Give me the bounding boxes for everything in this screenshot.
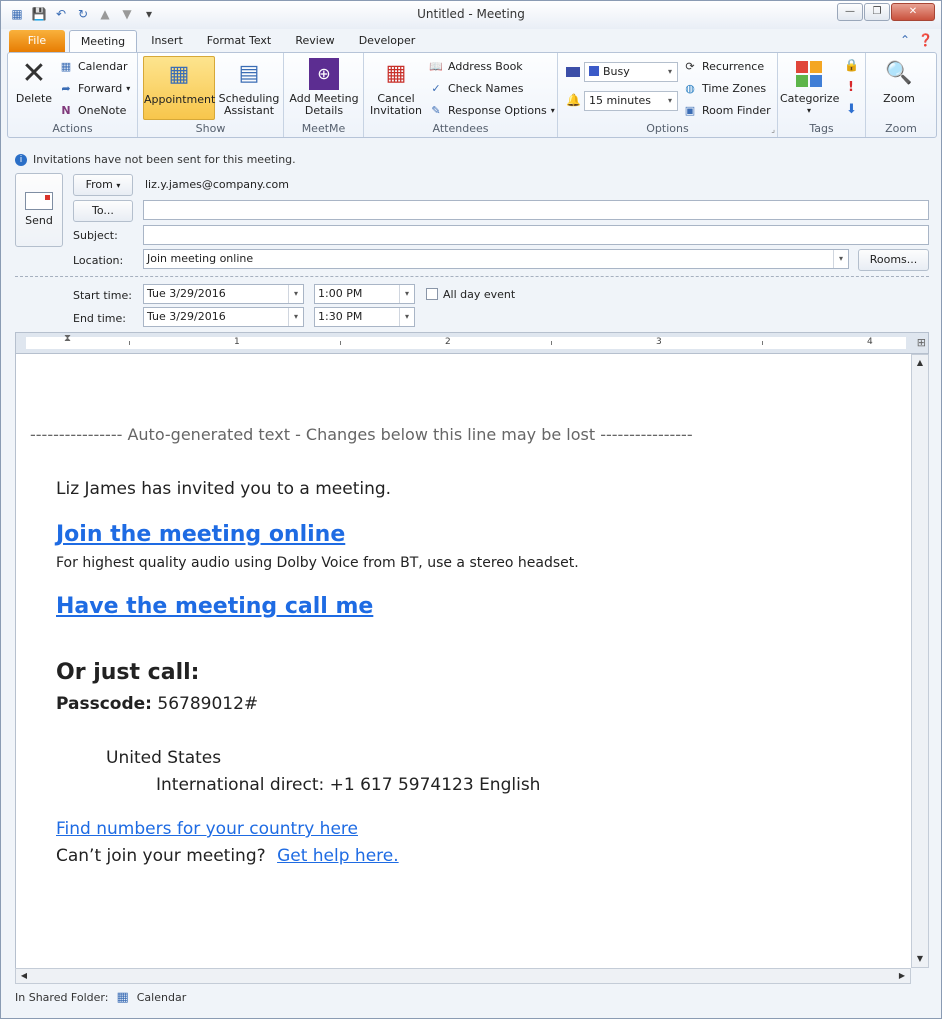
categorize-label: Categorize (780, 92, 840, 105)
add-details-label: Add Meeting Details (289, 92, 359, 117)
ruler-tick (340, 341, 341, 345)
room-finder-button[interactable] (682, 101, 771, 119)
window-title: Untitled - Meeting (417, 7, 525, 21)
private-lock-icon[interactable]: 🔒 (844, 58, 859, 72)
group-actions (8, 53, 138, 137)
country-name: United States (106, 748, 222, 768)
from-button-label: From (85, 178, 113, 191)
ruler-tick (551, 341, 552, 345)
scheduling-label: Scheduling Assistant (218, 92, 280, 117)
response-options-icon: ✎ (431, 103, 441, 117)
ribbon (7, 52, 937, 138)
zoom-button[interactable] (868, 56, 930, 120)
ruler-tick (762, 341, 763, 345)
check-names-label: Check Names (448, 81, 524, 95)
group-tags (778, 53, 866, 137)
forward-icon: ➦ (61, 81, 71, 95)
status-bar (15, 990, 186, 1005)
ruler-track (26, 337, 906, 349)
tab-developer[interactable]: Developer (358, 34, 416, 47)
group-label-show: Show (195, 122, 226, 135)
passcode-line (56, 694, 258, 714)
shared-folder-label: In Shared Folder: (15, 991, 109, 1004)
delete-button[interactable] (10, 56, 58, 120)
show-as-value: Busy (603, 65, 630, 78)
title-bar (1, 1, 941, 29)
next-item-icon[interactable]: ▼ (122, 7, 132, 21)
reminder-select[interactable] (584, 91, 678, 111)
ruler (15, 332, 929, 354)
group-label-actions: Actions (52, 122, 93, 135)
customize-qat-icon[interactable]: ▾ (145, 7, 153, 21)
cancel-invitation-button[interactable] (366, 56, 426, 120)
or-just-call-heading: Or just call: (56, 660, 200, 685)
start-time-picker[interactable] (314, 284, 415, 304)
low-importance-icon[interactable]: ⬇ (846, 102, 857, 117)
subject-label: Subject: (73, 229, 118, 242)
ruler-number: 4 (867, 337, 873, 347)
check-names-icon: ✓ (431, 81, 441, 95)
room-finder-icon: ▣ (684, 103, 696, 117)
busy-color-icon (589, 66, 599, 76)
onenote-button[interactable] (58, 101, 126, 119)
add-details-icon: ⊕ (309, 58, 339, 90)
scroll-right-icon[interactable]: ▶ (898, 971, 906, 980)
forward-button[interactable] (58, 79, 130, 97)
categorize-icon (793, 58, 825, 90)
response-options-button[interactable] (428, 101, 555, 119)
show-as-select[interactable] (584, 62, 678, 82)
minimize-button[interactable]: — (837, 3, 863, 21)
start-time-value: 1:00 PM (318, 287, 363, 300)
chevron-down-icon[interactable]: ▾ (399, 308, 414, 326)
chevron-down-icon: ▾ (667, 67, 672, 76)
onenote-label: OneNote (78, 103, 127, 117)
check-names-button[interactable] (428, 79, 524, 97)
info-bar-text: Invitations have not been sent for this meeting. (33, 153, 296, 166)
tab-file[interactable]: File (9, 30, 65, 53)
group-show (138, 53, 284, 137)
group-attendees (364, 53, 558, 137)
chevron-down-icon[interactable]: ▾ (833, 250, 848, 268)
chevron-down-icon[interactable]: ▾ (399, 285, 414, 303)
meeting-app-icon: ▦ (11, 7, 23, 21)
chevron-down-icon: ▾ (116, 181, 121, 190)
categorize-button[interactable] (780, 56, 838, 120)
ruler-toggle-icon[interactable]: ⊞ (916, 336, 926, 349)
ruler-number: 3 (656, 337, 662, 347)
shared-folder-name: Calendar (136, 991, 187, 1004)
scheduling-assistant-button[interactable] (216, 56, 282, 120)
save-icon[interactable]: 💾 (31, 7, 47, 21)
chevron-down-icon: ▾ (667, 96, 672, 105)
send-button[interactable] (15, 173, 63, 247)
location-value: Join meeting online (147, 252, 254, 265)
all-day-label: All day event (443, 288, 516, 301)
end-date-value: Tue 3/29/2016 (147, 310, 226, 323)
close-button[interactable]: ✕ (891, 3, 935, 21)
chevron-down-icon: ▾ (806, 106, 811, 115)
help-icon[interactable]: ❓ (918, 33, 933, 47)
show-as-icon (566, 67, 580, 77)
delete-x-icon: ✕ (21, 56, 47, 91)
group-label-zoom: Zoom (885, 122, 917, 135)
location-label: Location: (73, 254, 124, 267)
end-time-label: End time: (73, 312, 126, 325)
all-day-checkbox[interactable] (426, 288, 438, 300)
undo-icon[interactable]: ↶ (55, 7, 67, 21)
rooms-button[interactable]: Rooms... (858, 249, 929, 271)
recurrence-icon: ⟳ (685, 59, 695, 73)
restore-button[interactable]: ❐ (864, 3, 890, 21)
passcode-label: Passcode: (56, 694, 152, 714)
time-zones-label: Time Zones (702, 81, 767, 95)
chevron-down-icon[interactable]: ▾ (288, 308, 303, 326)
appointment-icon: ▦ (168, 62, 190, 87)
international-direct-number: International direct: +1 617 5974123 English (156, 775, 541, 795)
add-meeting-details-button[interactable] (288, 56, 360, 120)
invited-text: Liz James has invited you to a meeting. (56, 479, 392, 499)
group-label-tags: Tags (809, 122, 834, 135)
from-value: liz.y.james@company.com (145, 178, 289, 191)
info-bar (15, 153, 296, 166)
call-me-link[interactable]: Have the meeting call me (56, 594, 374, 619)
cant-join-line (56, 846, 399, 866)
magnifier-icon: 🔍 (885, 61, 913, 86)
group-label-options: Options (646, 122, 689, 135)
tab-review[interactable]: Review (295, 34, 335, 47)
start-date-value: Tue 3/29/2016 (147, 287, 226, 300)
recurrence-button[interactable] (682, 57, 764, 75)
tab-meeting[interactable]: Meeting (69, 30, 137, 53)
info-icon: i (15, 154, 27, 166)
chevron-down-icon[interactable]: ▾ (288, 285, 303, 303)
chevron-down-icon: ▾ (550, 105, 555, 115)
end-time-value: 1:30 PM (318, 310, 363, 323)
horizontal-scrollbar[interactable] (15, 968, 911, 984)
to-field[interactable] (143, 200, 929, 220)
ribbon-tabs (1, 29, 941, 53)
ribbon-right-controls (900, 33, 933, 47)
scheduling-icon: ▤ (238, 61, 260, 86)
to-button[interactable]: To... (73, 200, 133, 222)
reminder-value: 15 minutes (589, 94, 652, 107)
redo-icon[interactable]: ↻ (77, 7, 89, 21)
globe-icon: ◍ (685, 81, 695, 95)
start-date-picker[interactable] (143, 284, 304, 304)
envelope-icon (25, 192, 53, 210)
header-divider (15, 276, 929, 277)
group-options (558, 53, 778, 137)
join-meeting-link[interactable]: Join the meeting online (56, 522, 346, 547)
chevron-down-icon: ▾ (126, 83, 131, 93)
start-time-label: Start time: (73, 289, 132, 302)
window-controls (837, 3, 935, 21)
reminder-bell-icon: 🔔 (566, 93, 581, 107)
calendar-icon: ▦ (60, 59, 72, 73)
get-help-link[interactable]: Get help here. (277, 846, 399, 866)
ruler-number: 2 (445, 337, 451, 347)
calendar-button[interactable] (58, 57, 127, 75)
calendar-folder-icon: ▦ (116, 990, 129, 1005)
ruler-number: 1 (234, 337, 240, 347)
passcode-value: 56789012# (151, 694, 259, 714)
find-numbers-link[interactable]: Find numbers for your country here (56, 819, 358, 839)
room-finder-label: Room Finder (702, 103, 771, 117)
delete-label: Delete (15, 92, 53, 105)
separator-line: ---------------- Auto-generated text - Changes below this line may be lost ---------------- (30, 425, 693, 444)
vertical-scrollbar[interactable] (911, 354, 929, 968)
onenote-icon: N (61, 103, 71, 117)
location-field[interactable] (143, 249, 849, 269)
collapse-ribbon-icon[interactable]: ⌃ (899, 33, 911, 47)
tab-insert[interactable]: Insert (151, 34, 183, 47)
appointment-button[interactable] (143, 56, 215, 120)
dialog-launcher-icon[interactable]: ⌟ (771, 125, 775, 134)
subject-field[interactable] (143, 225, 929, 245)
address-book-icon: 📖 (429, 59, 443, 73)
from-button[interactable] (73, 174, 133, 196)
address-book-label: Address Book (448, 59, 523, 73)
address-book-button[interactable] (428, 57, 523, 75)
audio-note: For highest quality audio using Dolby Voice from BT, use a stereo headset. (56, 555, 579, 571)
end-date-picker[interactable] (143, 307, 304, 327)
forward-label: Forward (78, 81, 123, 95)
zoom-label: Zoom (883, 92, 915, 105)
end-time-picker[interactable] (314, 307, 415, 327)
recurrence-label: Recurrence (702, 59, 765, 73)
cancel-invitation-icon: ▦ (385, 61, 407, 86)
indent-marker-icon[interactable]: ⧗ (64, 333, 72, 344)
group-zoom (866, 53, 936, 137)
scroll-left-icon[interactable]: ◀ (20, 971, 28, 980)
previous-item-icon[interactable]: ▲ (100, 7, 110, 21)
cancel-invitation-label: Cancel Invitation (370, 92, 422, 117)
message-body[interactable] (15, 354, 911, 968)
group-label-meetme: MeetMe (301, 122, 346, 135)
tab-format-text[interactable]: Format Text (206, 34, 272, 47)
high-importance-icon[interactable]: ! (848, 80, 854, 95)
scroll-up-icon[interactable]: ▲ (916, 358, 924, 367)
cant-join-text: Can’t join your meeting? (56, 846, 266, 866)
scroll-down-icon[interactable]: ▼ (916, 954, 924, 963)
group-meetme (284, 53, 364, 137)
response-options-label: Response Options (448, 103, 547, 117)
appointment-label: Appointment (144, 93, 216, 106)
calendar-label: Calendar (78, 59, 128, 73)
send-label: Send (25, 214, 53, 227)
group-label-attendees: Attendees (432, 122, 489, 135)
ruler-tick (129, 341, 130, 345)
time-zones-button[interactable] (682, 79, 766, 97)
